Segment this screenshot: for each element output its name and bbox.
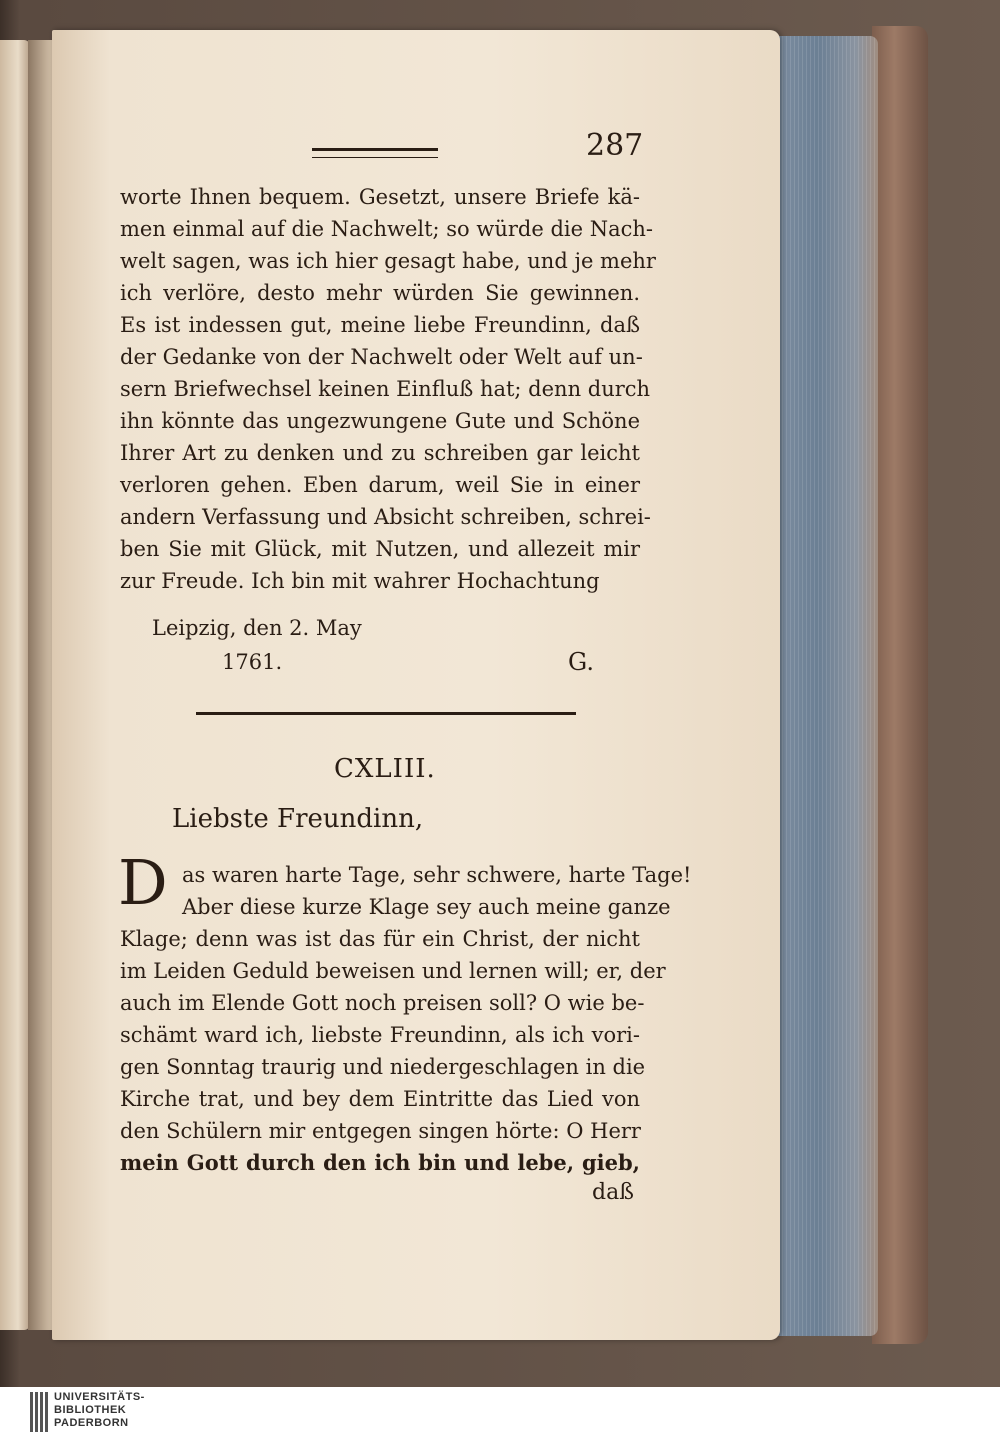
year: 1761. xyxy=(222,650,283,674)
catchword: daß xyxy=(592,1180,634,1205)
page-number: 287 xyxy=(586,128,644,163)
library-logo-icon xyxy=(30,1392,48,1432)
chapter-number: CXLIII. xyxy=(334,754,436,784)
text-line: gen Sonntag traurig und niedergeschlagen in die xyxy=(120,1055,646,1079)
text-line: Aber diese kurze Klage sey auch meine ganze xyxy=(182,895,671,919)
text-line: worte Ihnen bequem. Gesetzt, unsere Briefe kä- xyxy=(120,185,640,209)
text-line: andern Verfassung und Absicht schreiben, schrei- xyxy=(120,505,651,529)
logo-line: BIBLIOTHEK xyxy=(54,1404,127,1416)
text-line: mein Gott durch den ich bin und lebe, gieb, xyxy=(120,1150,640,1175)
text-line: ich verlöre, desto mehr würden Sie gewinnen. xyxy=(120,281,640,305)
text-line: sern Briefwechsel keinen Einfluß hat; denn durch xyxy=(120,377,651,401)
place-date: Leipzig, den 2. May xyxy=(152,616,362,640)
text-line: Kirche trat, und bey dem Eintritte das Lied von xyxy=(120,1087,640,1111)
text-line: im Leiden Geduld beweisen und lernen will; er, der xyxy=(120,959,666,983)
text-line: verloren gehen. Eben darum, weil Sie in einer xyxy=(120,473,640,497)
page-block-edges xyxy=(770,36,878,1336)
text-line: as waren harte Tage, sehr schwere, harte Tage! xyxy=(182,863,692,887)
logo-line: PADERBORN xyxy=(54,1417,129,1429)
text-line: auch im Elende Gott noch preisen soll? O wie be- xyxy=(120,991,645,1015)
section-divider xyxy=(196,712,576,715)
logo-line: UNIVERSITÄTS- xyxy=(54,1391,145,1403)
book-cover-edge xyxy=(872,26,928,1344)
text-line: Klage; denn was ist das für ein Christ, der nicht xyxy=(120,927,640,951)
footer-bar xyxy=(0,1387,1000,1437)
text-line: den Schülern mir entgegen singen hörte: O Herr xyxy=(120,1119,641,1143)
text-line: ben Sie mit Glück, mit Nutzen, und allezeit mir xyxy=(120,537,640,561)
text-line: schämt ward ich, liebste Freundinn, als ich vori- xyxy=(120,1023,640,1047)
library-logo-text xyxy=(54,1391,145,1430)
text-line: ihn könnte das ungezwungene Gute und Schöne xyxy=(120,409,640,433)
text-line: men einmal auf die Nachwelt; so würde die Nach- xyxy=(120,217,653,241)
salutation: Liebste Freundinn, xyxy=(172,804,424,834)
text-line: Es ist indessen gut, meine liebe Freundinn, daß xyxy=(120,313,640,337)
facing-page-edge xyxy=(0,40,30,1330)
drop-cap: D xyxy=(118,846,168,919)
text-line: Ihrer Art zu denken und zu schreiben gar leicht xyxy=(120,441,640,465)
text-line: welt sagen, was ich hier gesagt habe, und je mehr xyxy=(120,249,656,273)
text-line: der Gedanke von der Nachwelt oder Welt auf un- xyxy=(120,345,643,369)
book-gutter xyxy=(28,40,54,1330)
text-line: zur Freude. Ich bin mit wahrer Hochachtung xyxy=(120,569,600,593)
header-rule xyxy=(312,148,438,158)
signature: G. xyxy=(568,648,594,676)
